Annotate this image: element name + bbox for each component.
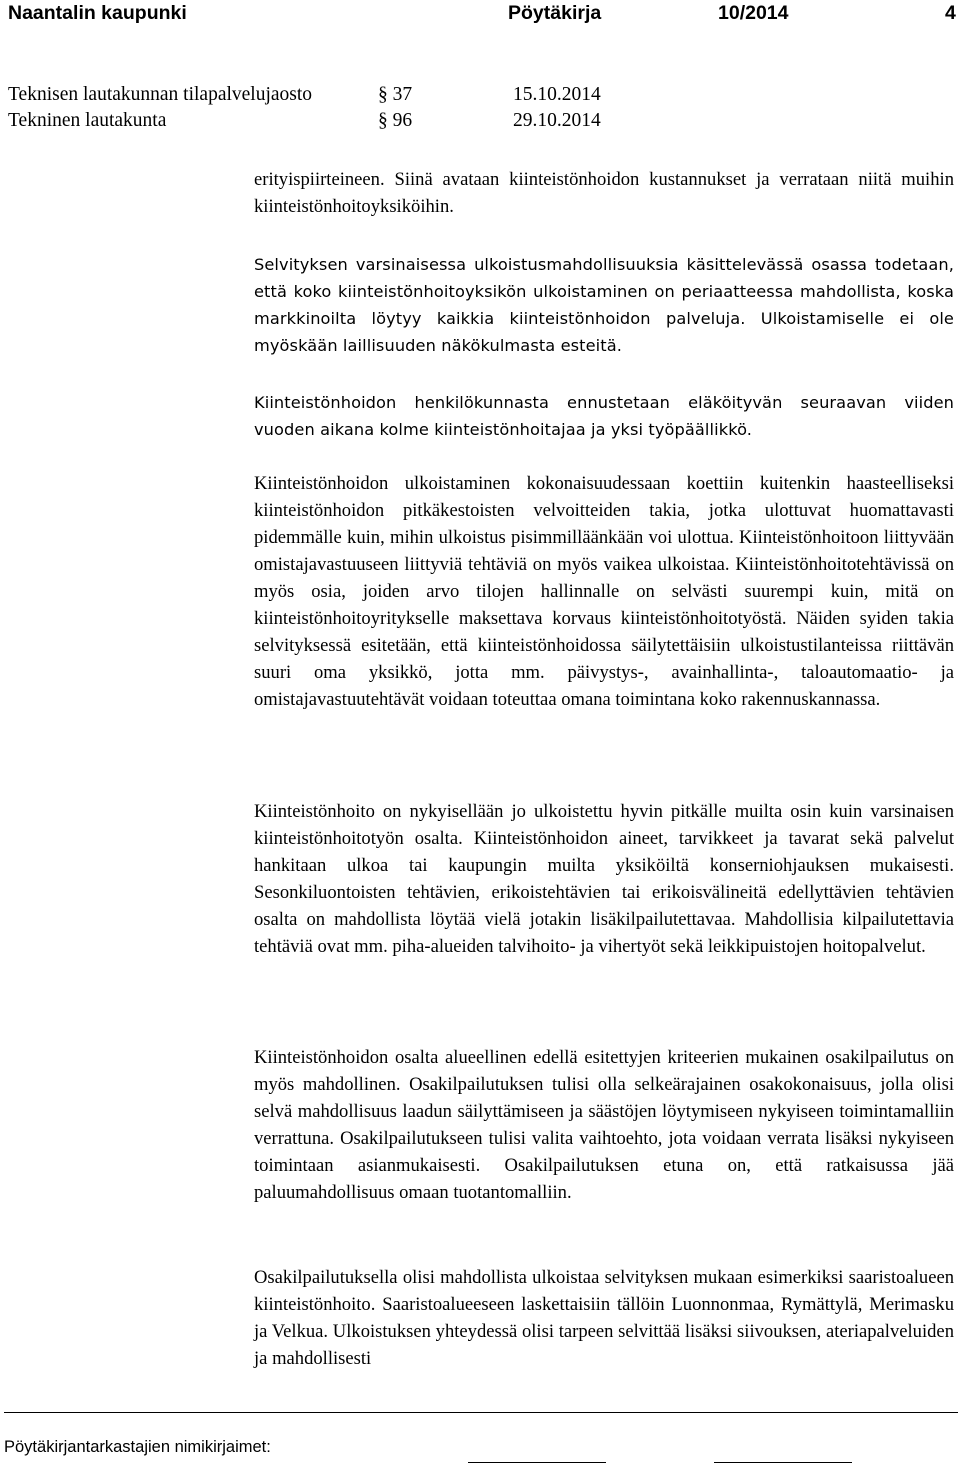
paragraph-text: Kiinteistönhoito on nykyisellään jo ulkoistettu hyvin pitkälle muilta osin kuin varsinaisen kiinteistönhoitotyön osalta. Kiinteistönhoidon aineet, tarvikkeet ja tavarat sekä palvelut hankitaan ulkoa tai kaupungin muilta yksiköiltä konserniohjauksen mukaisesti. Sesonkiluontoisten tehtävien, erikoistehtävien tai erikoisvälineitä edellyttävien tehtävien osalta on mahdollista löytää vielä jotakin lisäkilpailutettavaa. Mahdollisia kilpailutettavia tehtäviä ovat mm. piha-alueiden talvihoito- ja vihertyöt sekä leikkipuistojen hoitopalvelut. <box>254 801 954 957</box>
meeting-body: Tekninen lautakunta <box>8 110 167 131</box>
paragraph-text: Osakilpailutuksella olisi mahdollista ulkoistaa selvityksen mukaan esimerkiksi saaristoalueen kiinteistönhoito. Saaristoalueeseen laskettaisiin tällöin Luonnonmaa, Rymättylä, Merimasku ja Velkua. Ulkoistuksen yhteydessä olisi tarpeen selvittää lisäksi siivouksen, ateriapalveluiden ja mahdollisesti <box>254 1267 954 1369</box>
page-header <box>8 2 958 28</box>
body-paragraph <box>254 1264 954 1372</box>
page-number: 4 <box>945 2 956 24</box>
body-paragraph <box>254 251 954 359</box>
body-paragraph <box>254 389 954 443</box>
signature-line <box>468 1462 606 1463</box>
organization-name: Naantalin kaupunki <box>8 2 187 24</box>
meeting-section: § 37 <box>378 84 413 105</box>
paragraph-text: Selvityksen varsinaisessa ulkoistusmahdollisuuksia käsittelevässä osassa todetaan, että koko kiinteistönhoitoyksikön ulkoistaminen on periaatteessa mahdollista, koska markkinoilta löytyy kaikkia kiinteistönhoidon palveluja. Ulkoistamiselle ei ole myöskään laillisuuden näkökulmasta esteitä. <box>254 255 954 355</box>
body-paragraph <box>254 1044 954 1206</box>
body-paragraph <box>254 470 954 713</box>
paragraph-text: Kiinteistönhoidon henkilökunnasta ennustetaan eläköityvän seuraavan viiden vuoden aikana kolme kiinteistönhoitajaa ja yksi työpäällikkö. <box>254 393 954 439</box>
meeting-body: Teknisen lautakunnan tilapalvelujaosto <box>8 84 313 105</box>
meeting-date: 29.10.2014 <box>513 110 601 131</box>
signature-label: Pöytäkirjantarkastajien nimikirjaimet: <box>4 1438 271 1456</box>
paragraph-text: Kiinteistönhoidon ulkoistaminen kokonaisuudessaan koettiin kuitenkin haasteelliseksi kiinteistönhoidon pitkäkestoisten velvoitteiden takia, jotka ulottuvat huomattavasti pidemmälle kuin, mihin ulkoistus pisimmilläänkään voi ulottua. Kiinteistönhoitoon liittyvään omistajavastuuseen liittyviä tehtäviä on myös vaikea ulkoistaa. Kiinteistönhoitotehtävissä on myös osia, joiden arvo tilojen hallinnalle on selvästi suurempi kuin, mitä on kiinteistönhoitoyritykselle maksettava korvaus kiinteistönhoitotyöstä. Näiden syiden takia selvityksessä esitetään, että kiinteistönhoidossa säilytettäisiin ulkoistustilanteissa riittävän suuri oma yksikkö, jotta mm. päivystys-, avainhallinta-, taloautomaatio- ja omistajavastuutehtävät voidaan toteuttaa omana toimintana koko rakennuskannassa. <box>254 473 954 710</box>
document-number: 10/2014 <box>718 2 789 24</box>
paragraph-text: Kiinteistönhoidon osalta alueellinen edellä esitettyjen kriteerien mukainen osakilpailutus on myös mahdollinen. Osakilpailutuksen tulisi olla selkeärajainen osakokonaisuus, jolla olisi selvä mahdollisuus laadun säilyttämiseen ja säästöjen löytymiseen nykyiseen toimintamalliin verrattuna. Osakilpailutukseen tulisi valita vaihtoehto, jota voidaan verrata lisäksi nykyiseen toimintaan asianmukaisesti. Osakilpailutuksen etuna on, että ratkaisussa jää paluumahdollisuus omaan tuotantomalliin. <box>254 1047 954 1203</box>
body-paragraph <box>254 798 954 960</box>
paragraph-text: erityispiirteineen. Siinä avataan kiinteistönhoidon kustannukset ja verrataan niitä muihin kiinteistönhoitoyksiköihin. <box>254 169 954 217</box>
footer-divider <box>4 1412 958 1413</box>
document-type: Pöytäkirja <box>508 2 602 24</box>
body-paragraph <box>254 166 954 220</box>
meeting-date: 15.10.2014 <box>513 84 601 105</box>
meeting-section: § 96 <box>378 110 413 131</box>
signature-line <box>714 1462 852 1463</box>
